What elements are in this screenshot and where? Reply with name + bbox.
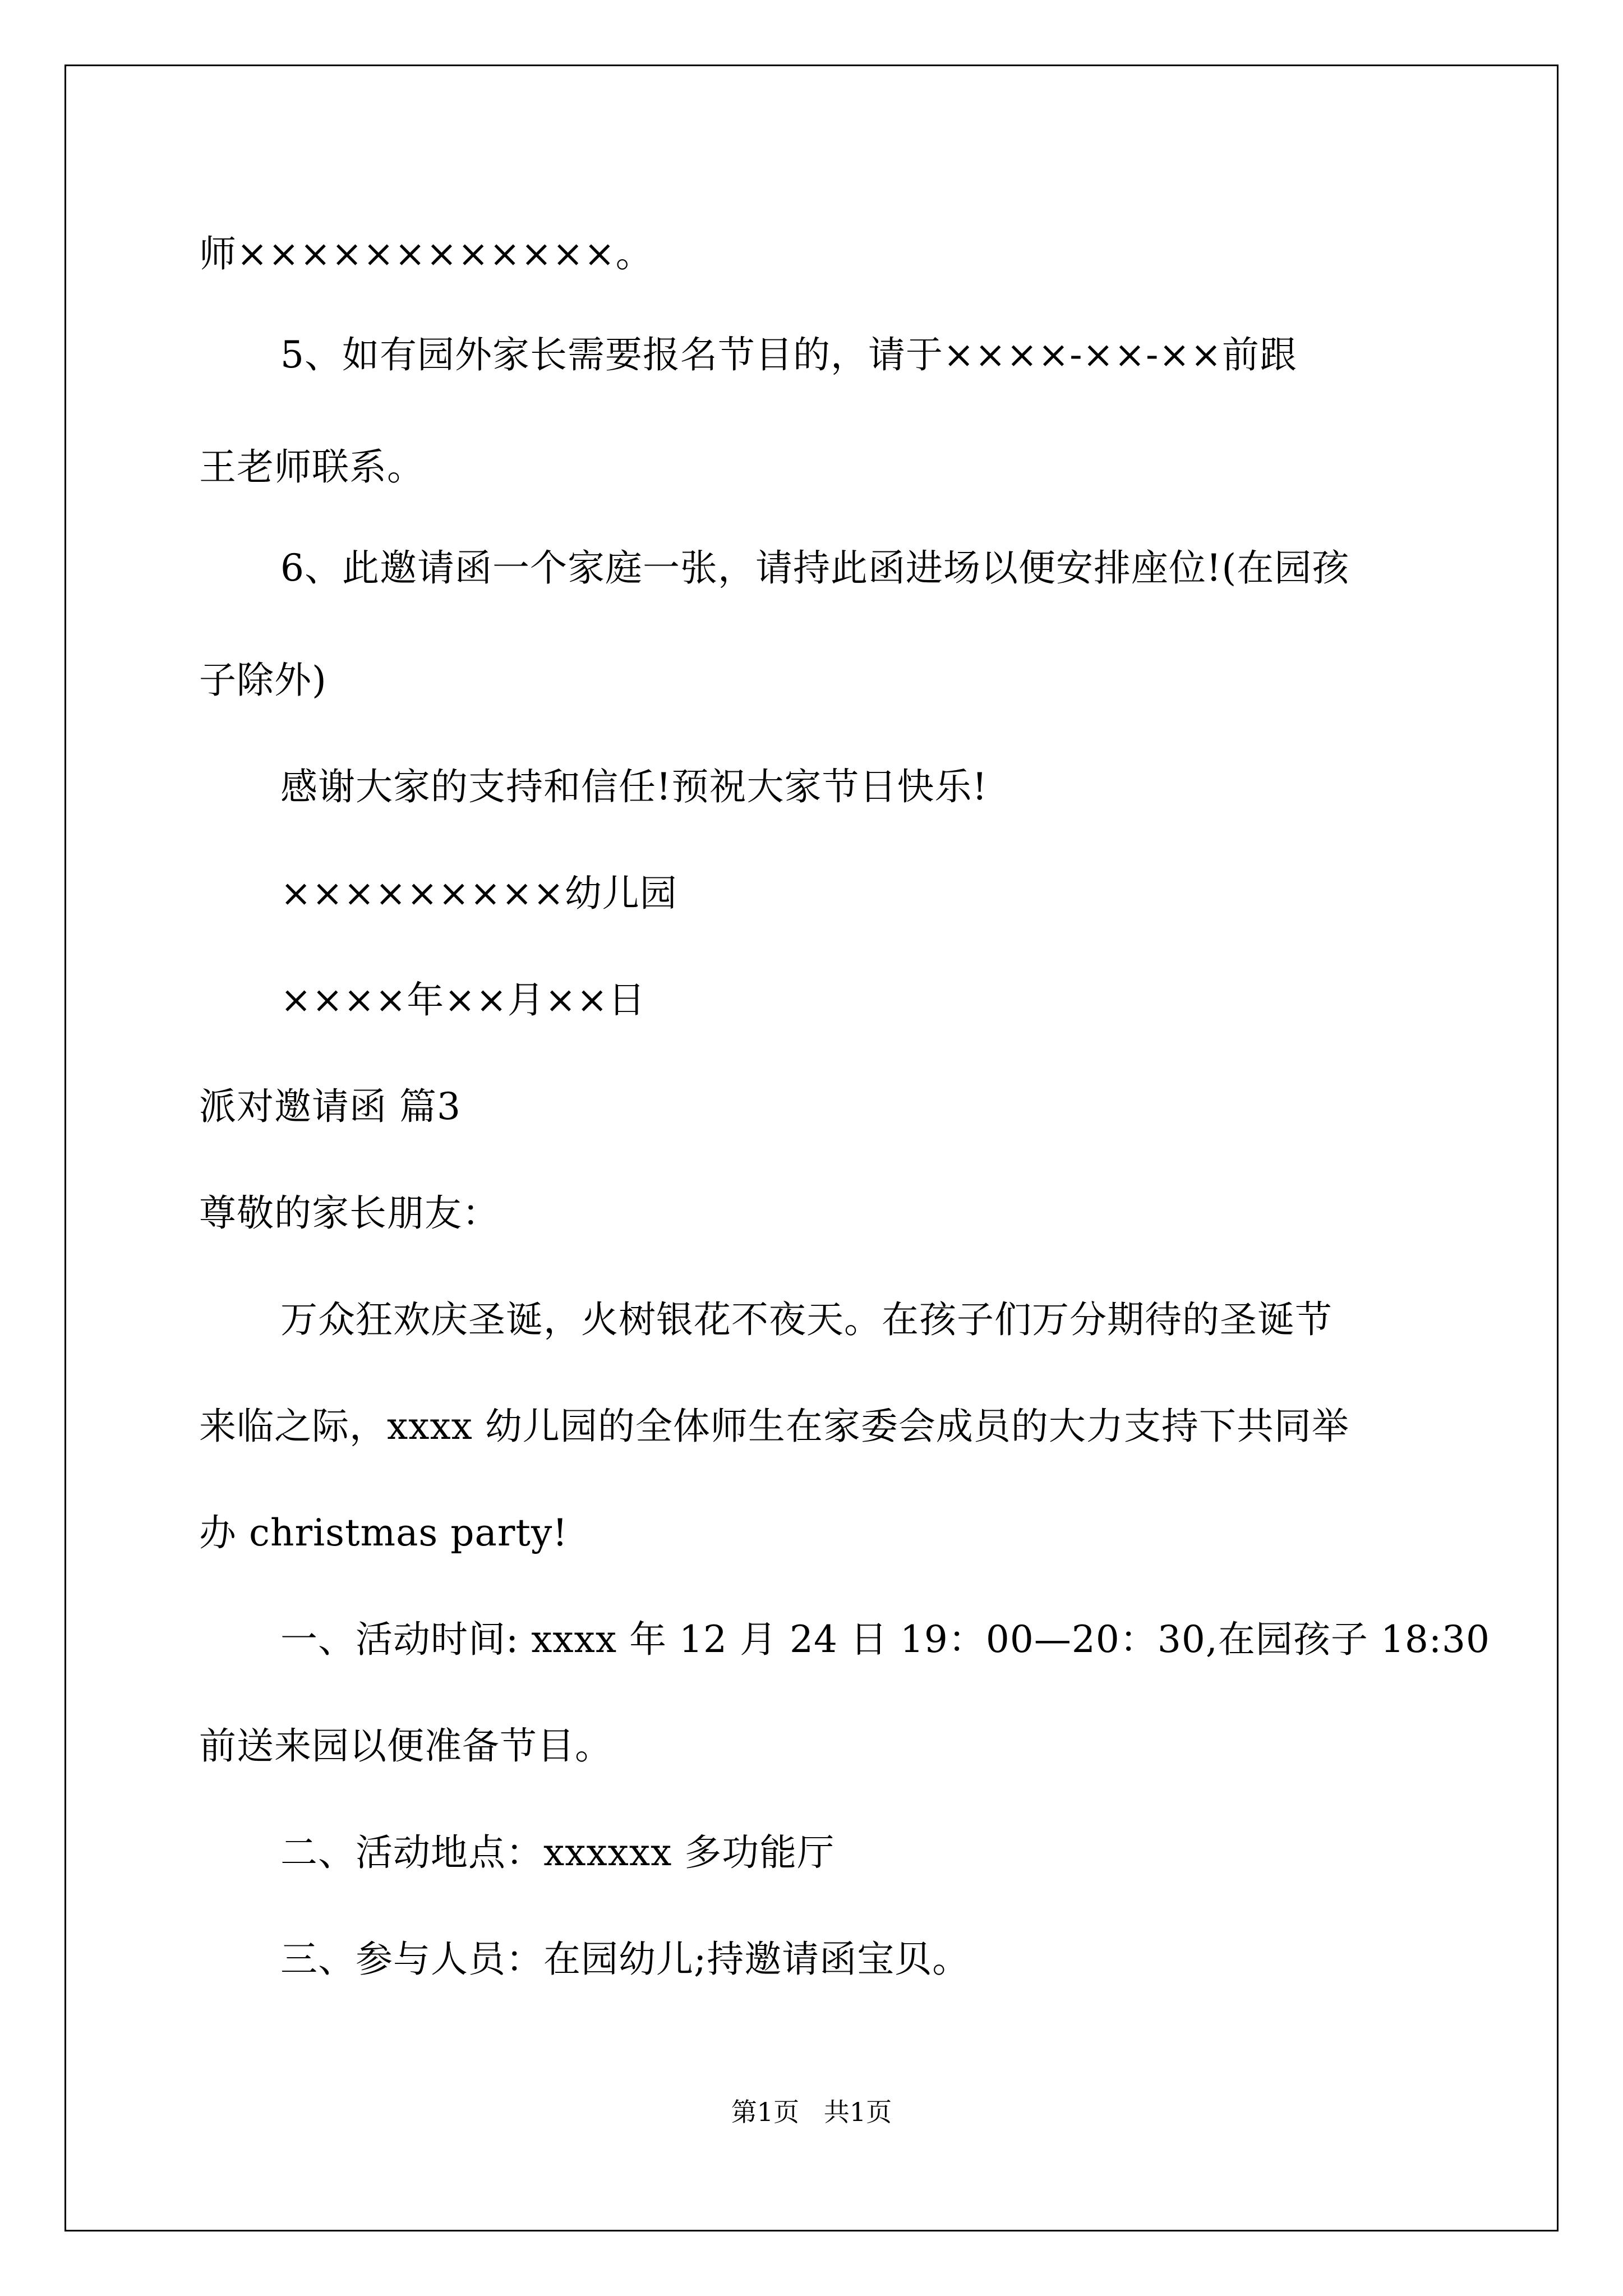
paragraph-line: ××××年××月××日 xyxy=(280,978,646,1022)
paragraph-line: 三、参与人员：在园幼儿;持邀请函宝贝。 xyxy=(280,1938,970,1981)
salutation: 尊敬的家长朋友： xyxy=(199,1191,500,1235)
paragraph-line: 来临之际，xxxx 幼儿园的全体师生在家委会成员的大力支持下共同举 xyxy=(199,1405,1349,1448)
paragraph-line: 师××××××××××××。 xyxy=(199,232,653,275)
paragraph-line: 子除外) xyxy=(199,659,327,702)
paragraph-line: 一、活动时间: xxxx 年 12 月 24 日 19：00—20：30,在园孩子 18:30 xyxy=(280,1618,1491,1661)
paragraph-line: 万众狂欢庆圣诞，火树银花不夜天。在孩子们万分期待的圣诞节 xyxy=(280,1298,1332,1341)
paragraph-line: 6、此邀请函一个家庭一张，请持此函进场以便安排座位!(在园孩 xyxy=(280,546,1350,590)
paragraph-line: 王老师联系。 xyxy=(199,445,425,489)
paragraph-line: ×××××××××幼儿园 xyxy=(280,872,677,915)
section-heading: 派对邀请函 篇3 xyxy=(199,1085,461,1128)
paragraph-line: 感谢大家的支持和信任!预祝大家节日快乐! xyxy=(280,765,988,808)
paragraph-line: 二、活动地点：xxxxxx 多功能厅 xyxy=(280,1831,835,1874)
paragraph-line: 5、如有园外家长需要报名节目的，请于××××-××-××前跟 xyxy=(280,333,1297,376)
paragraph-line: 办 christmas party! xyxy=(199,1511,568,1554)
page-frame xyxy=(64,65,1559,2231)
paragraph-line: 前送来园以便准备节目。 xyxy=(199,1724,612,1768)
page-footer: 第1页 共1页 xyxy=(731,2097,892,2127)
